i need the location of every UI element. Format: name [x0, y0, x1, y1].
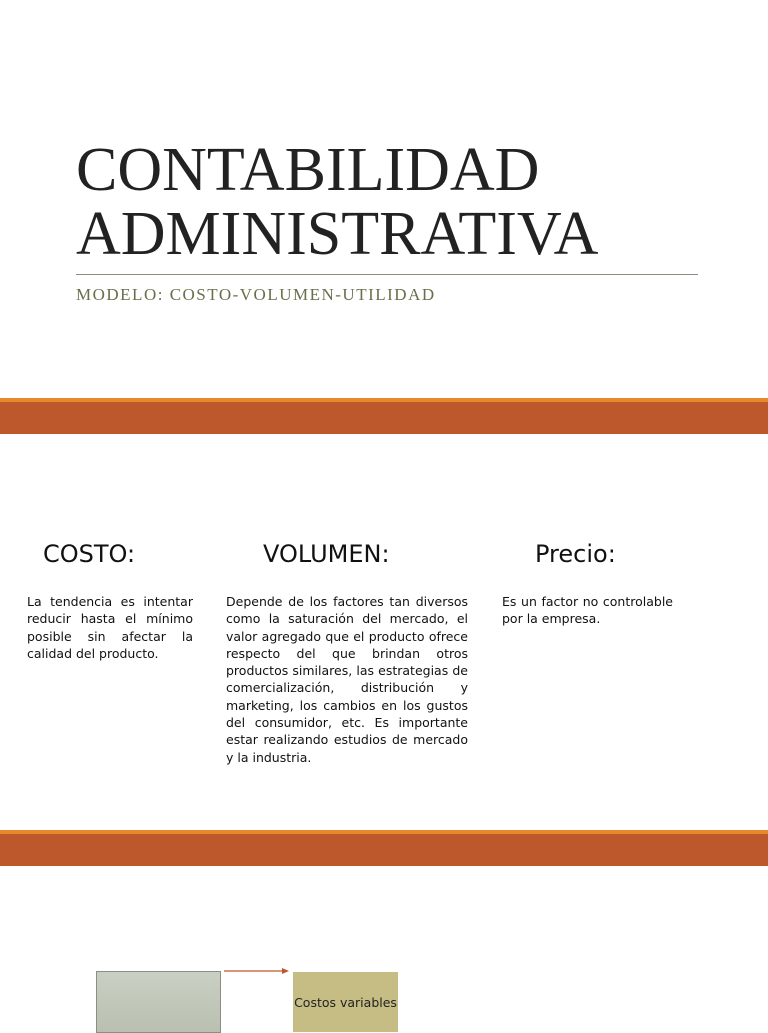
- variable-costs-label: Costos variables: [294, 994, 397, 1010]
- page-title: [76, 138, 716, 266]
- heading-volumen: VOLUMEN:: [263, 540, 390, 568]
- slide-separator-2: [0, 830, 768, 866]
- variable-costs-box: [293, 972, 398, 1032]
- slide-separator-1: [0, 398, 768, 434]
- text-costo: La tendencia es intentar reducir hasta el mínimo posible sin afectar la calidad del producto.: [27, 594, 193, 661]
- text-precio: Es un factor no controlable por la empresa.: [502, 594, 673, 627]
- heading-precio: Precio:: [535, 540, 616, 568]
- subtitle: MODELO: COSTO-VOLUMEN-UTILIDAD: [76, 285, 436, 304]
- text-volumen: Depende de los factores tan diversos como la saturación del mercado, el valor agregado que el producto ofrece respecto del que brindan otros productos similares, las estrategias de comercialización, distribución y marketing, los cambios en los gustos del consumidor, etc. Es importante estar realizando estudios de mercado y la industria.: [226, 594, 468, 765]
- heading-costo: COSTO:: [43, 540, 136, 568]
- title-line-2: ADMINISTRATIVA: [76, 200, 599, 268]
- title-line-1: CONTABILIDAD: [76, 136, 540, 204]
- title-divider: [76, 274, 698, 275]
- arrow-right-icon: [224, 966, 290, 976]
